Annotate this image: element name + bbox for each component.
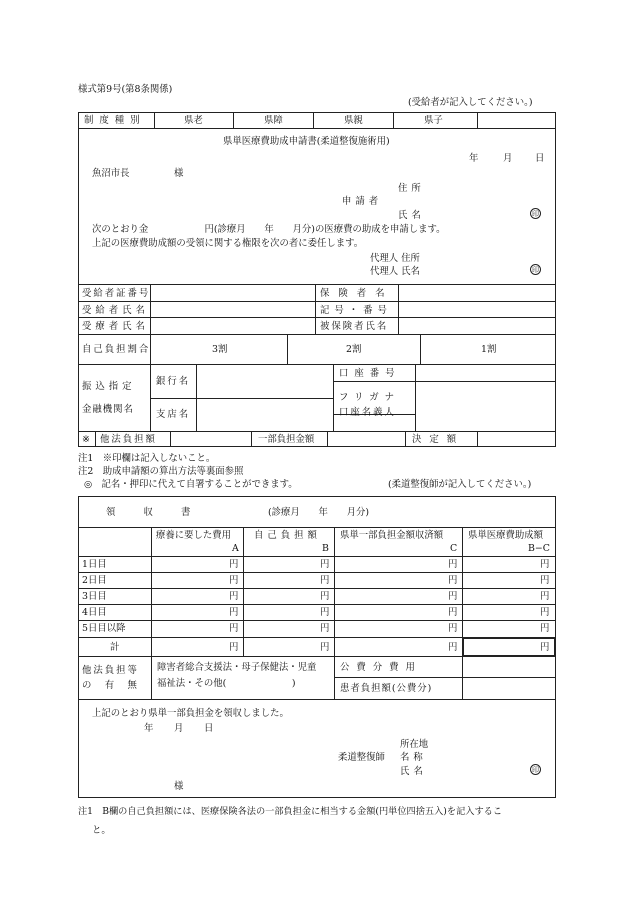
system-option-parent[interactable]: 県親 — [344, 115, 363, 126]
bank-name-label: 銀行名 — [156, 376, 191, 387]
symbol-number-label: 記号・番号 — [320, 305, 392, 316]
col-a-code: A — [232, 543, 239, 554]
note-2: 注2 助成申請額の算出方法等裏面参照 — [78, 466, 244, 477]
system-option-elderly[interactable]: 県老 — [184, 115, 203, 126]
footer-note-line1: 注1 B欄の自己負担額には、医療保険各法の一部負担金に相当する金額(円単位四捨五入)を記入するこ — [78, 806, 503, 817]
row-day2: 2日目 — [82, 575, 107, 586]
yen-unit: 円 — [320, 559, 330, 570]
yen-unit: 円 — [320, 575, 330, 586]
copay-ratio-label: 自己負担割合 — [82, 344, 151, 355]
receipt-title: 領 収 書 — [106, 507, 191, 518]
receipt-recipient-suffix: 様 — [174, 781, 184, 792]
patient-name-label: 受療者氏名 — [82, 321, 149, 332]
copay-option-30[interactable]: 3割 — [212, 344, 228, 355]
yen-unit: 円 — [540, 642, 550, 653]
received-statement: 上記のとおり県単一部負担金を領収しました。 — [92, 708, 289, 719]
seal-icon: 印 — [532, 210, 539, 218]
practitioner-fill-note: (柔道整復師が記入してください。) — [388, 479, 532, 490]
form-number: 様式第9号(第8条関係) — [78, 84, 173, 95]
row-day1: 1日目 — [82, 559, 107, 570]
recipient-name-label: 受給者氏名 — [82, 305, 149, 316]
col-d-code: B−C — [528, 543, 550, 554]
col-d-label: 県単医療費助成額 — [468, 530, 544, 541]
account-number-label: 口座番号 — [339, 368, 401, 379]
row-day3: 3日目 — [82, 591, 107, 602]
row-day4: 4日目 — [82, 607, 107, 618]
col-c-code: C — [450, 543, 458, 554]
system-option-disability[interactable]: 県障 — [264, 115, 283, 126]
application-title: 県単医療費助成申請書(柔道整復施術用) — [223, 136, 390, 147]
row-day5-plus: 5日目以降 — [82, 623, 126, 634]
total-grant-cell[interactable] — [462, 637, 556, 657]
system-option-child[interactable]: 県子 — [424, 115, 443, 126]
name-label: 氏名 — [398, 210, 425, 221]
addressee-suffix: 様 — [174, 168, 184, 179]
bank-label-line1: 振込指定 — [82, 381, 136, 392]
total-label: 計 — [110, 642, 120, 653]
recipient-fill-note: (受給者が記入してください。) — [408, 97, 533, 108]
col-a-label: 療養に要した費用 — [156, 530, 232, 541]
yen-unit: 円 — [229, 591, 239, 602]
patient-burden-label: 患者負担額(公費分) — [340, 683, 433, 694]
practitioner-label: 柔道整復師 — [338, 752, 385, 763]
note-3: ◎ 記名・押印に代えて自署することができます。 — [84, 479, 298, 490]
office-use-mark: ※ — [82, 434, 90, 445]
yen-unit: 円 — [320, 591, 330, 602]
other-law-label-line2: の 有 無 — [82, 680, 139, 691]
practitioner-seal-icon: 印 — [532, 766, 539, 774]
application-body-line1: 次のとおり金 円(診療月 年 月分)の医療費の助成を申請します。 — [92, 224, 446, 235]
insured-name-label: 被保険者氏名 — [320, 321, 389, 332]
public-cost-label: 公費分費用 — [340, 662, 422, 673]
agent-seal-icon: 印 — [532, 266, 539, 274]
yen-unit: 円 — [229, 575, 239, 586]
date-year: 年 — [469, 153, 479, 164]
yen-unit: 円 — [320, 642, 330, 653]
date-day: 日 — [535, 153, 545, 164]
yen-unit: 円 — [229, 559, 239, 570]
furigana-label: フリガナ — [339, 392, 401, 403]
yen-unit: 円 — [448, 623, 458, 634]
yen-unit: 円 — [448, 559, 458, 570]
other-burden-label: 他法負担額 — [100, 434, 157, 445]
copay-option-10[interactable]: 1割 — [481, 344, 497, 355]
yen-unit: 円 — [540, 575, 550, 586]
practitioner-name-label: 氏名 — [400, 766, 427, 777]
location-label: 所在地 — [400, 739, 429, 750]
yen-unit: 円 — [448, 591, 458, 602]
bank-label-line2: 金融機関名 — [82, 404, 134, 415]
agent-name-label: 代理人 氏名 — [370, 266, 420, 277]
receipt-date-month: 月 — [174, 723, 184, 734]
footer-note-line2: と。 — [92, 825, 111, 836]
yen-unit: 円 — [320, 607, 330, 618]
decision-label: 決定額 — [412, 434, 465, 445]
note-1: 注1 ※印欄は記入しないこと。 — [78, 453, 216, 464]
address-label: 住所 — [398, 183, 425, 194]
receipt-date-year: 年 — [144, 723, 154, 734]
yen-unit: 円 — [540, 607, 550, 618]
yen-unit: 円 — [448, 575, 458, 586]
receipt-date-day: 日 — [204, 723, 214, 734]
yen-unit: 円 — [320, 623, 330, 634]
partial-burden-label: 一部負担金額 — [258, 434, 315, 445]
yen-unit: 円 — [448, 642, 458, 653]
yen-unit: 円 — [229, 642, 239, 653]
date-month: 月 — [503, 153, 513, 164]
yen-unit: 円 — [448, 607, 458, 618]
title-name-label: 名称 — [400, 752, 427, 763]
yen-unit: 円 — [540, 591, 550, 602]
addressee: 魚沼市長 — [92, 168, 130, 179]
cert-number-label: 受給者証番号 — [82, 288, 151, 299]
branch-name-label: 支店名 — [156, 409, 191, 420]
yen-unit: 円 — [229, 607, 239, 618]
insurer-label: 保険者名 — [320, 288, 394, 299]
other-law-label-line1: 他法負担等 — [82, 665, 139, 676]
receipt-period: (診療月 年 月分) — [268, 507, 370, 518]
agent-address-label: 代理人 住所 — [370, 253, 420, 264]
col-b-label: 自己負担額 — [254, 530, 321, 541]
col-b-code: B — [322, 543, 329, 554]
other-law-text-line1: 障害者総合支援法・母子保健法・児童 — [157, 662, 317, 673]
yen-unit: 円 — [540, 559, 550, 570]
yen-unit: 円 — [540, 623, 550, 634]
col-c-label: 県単一部負担金額収済額 — [340, 530, 444, 541]
system-type-label: 制度種別 — [84, 115, 146, 126]
applicant-label: 申請者 — [342, 196, 383, 207]
copay-option-20[interactable]: 2割 — [346, 344, 362, 355]
yen-unit: 円 — [229, 623, 239, 634]
application-body-line2: 上記の医療費助成額の受領に関する権限を次の者に委任します。 — [92, 238, 364, 249]
account-holder-label: 口座名義人 — [339, 407, 396, 418]
other-law-text-line2: 福祉法・その他( ) — [157, 678, 296, 689]
